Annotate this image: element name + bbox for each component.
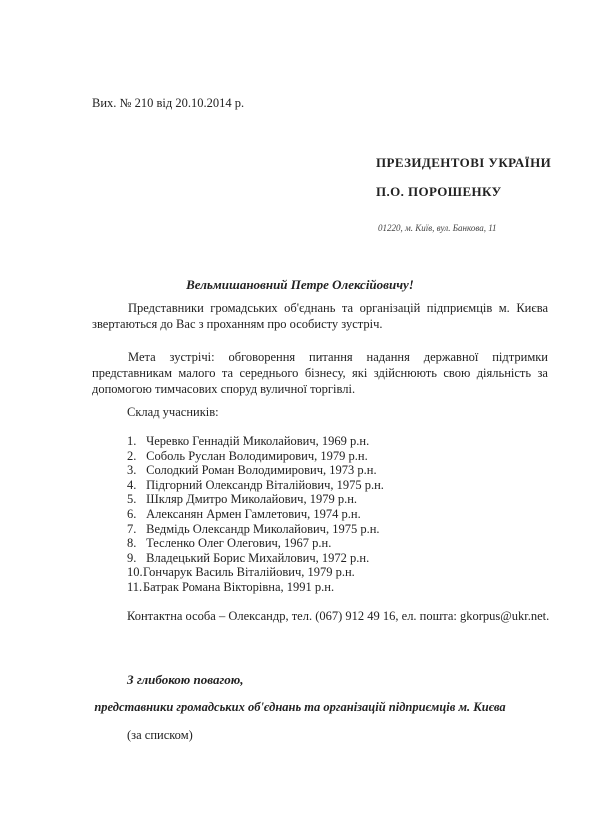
paragraph-request: Представники громадських об'єднань та організацій підприємців м. Києва звертаються до Вас з проханням про особисту зустріч. (92, 301, 548, 331)
list-note: (за списком) (127, 728, 193, 742)
participants-label: Склад учасників: (127, 405, 219, 419)
list-item (127, 449, 384, 464)
contact-person: Контактна особа – Олександр, тел. (067) 912 49 16, ел. пошта: gkorpus@ukr.net. (127, 609, 550, 623)
list-item-name: Батрак Романа Вікторівна, 1991 р.н. (143, 579, 335, 594)
signature-line: представники громадських об'єднань та організацій підприємців м. Києва (94, 700, 506, 714)
outgoing-reference: Вих. № 210 від 20.10.2014 р. (92, 96, 245, 110)
list-item-name: Солодкий Роман Володимирович, 1973 р.н. (146, 463, 377, 478)
list-item-number: 9. (127, 550, 137, 565)
list-item-number: 6. (127, 506, 137, 521)
list-item-number: 5. (127, 492, 137, 507)
list-item (127, 565, 384, 580)
list-item-name: Тесленко Олег Олегович, 1967 р.н. (146, 536, 332, 551)
list-item (127, 580, 384, 595)
list-item-number: 2. (127, 448, 137, 463)
list-item (127, 492, 384, 507)
list-item (127, 434, 384, 449)
list-item-name: Соболь Руслан Володимирович, 1979 р.н. (146, 448, 368, 463)
list-item-name: Підгорний Олександр Віталійович, 1975 р.н. (146, 477, 384, 492)
list-item-name: Владецький Борис Михайлович, 1972 р.н. (146, 550, 370, 565)
list-item (127, 463, 384, 478)
list-item (127, 478, 384, 493)
list-item-name: Ведмідь Олександр Миколайович, 1975 р.н. (146, 521, 380, 536)
addressee-name: П.О. ПОРОШЕНКУ (376, 184, 502, 199)
list-item (127, 522, 384, 537)
participants-list (127, 434, 384, 595)
list-item-number: 11. (127, 579, 143, 594)
list-item-name: Гончарук Василь Віталійович, 1979 р.н. (143, 565, 355, 580)
list-item-number: 4. (127, 477, 137, 492)
salutation: Вельмишановний Петре Олексійовичу! (186, 277, 414, 292)
list-item-number: 7. (127, 521, 137, 536)
list-item (127, 507, 384, 522)
list-item-name: Шкляр Дмитро Миколайович, 1979 р.н. (146, 492, 358, 507)
addressee-address: 01220, м. Київ, вул. Банкова, 11 (378, 223, 497, 233)
list-item-name: Алексанян Армен Гамлетович, 1974 р.н. (146, 506, 361, 521)
closing-phrase: З глибокою повагою, (127, 672, 244, 687)
list-item-name: Черевко Геннадій Миколайович, 1969 р.н. (146, 434, 370, 448)
list-item-number: 1. (127, 434, 137, 448)
addressee-title: ПРЕЗИДЕНТОВІ УКРАЇНИ (376, 155, 552, 170)
list-item-number: 8. (127, 536, 137, 551)
list-item (127, 536, 384, 551)
list-item-number: 10. (127, 565, 143, 580)
list-item-number: 3. (127, 463, 137, 478)
paragraph-purpose: Мета зустрічі: обговорення питання надання державної підтримки представникам малого та середнього бізнесу, які здійснюють свою діяльність за допомогою тимчасових споруд вуличної торгівлі. (92, 350, 548, 396)
list-item (127, 551, 384, 566)
